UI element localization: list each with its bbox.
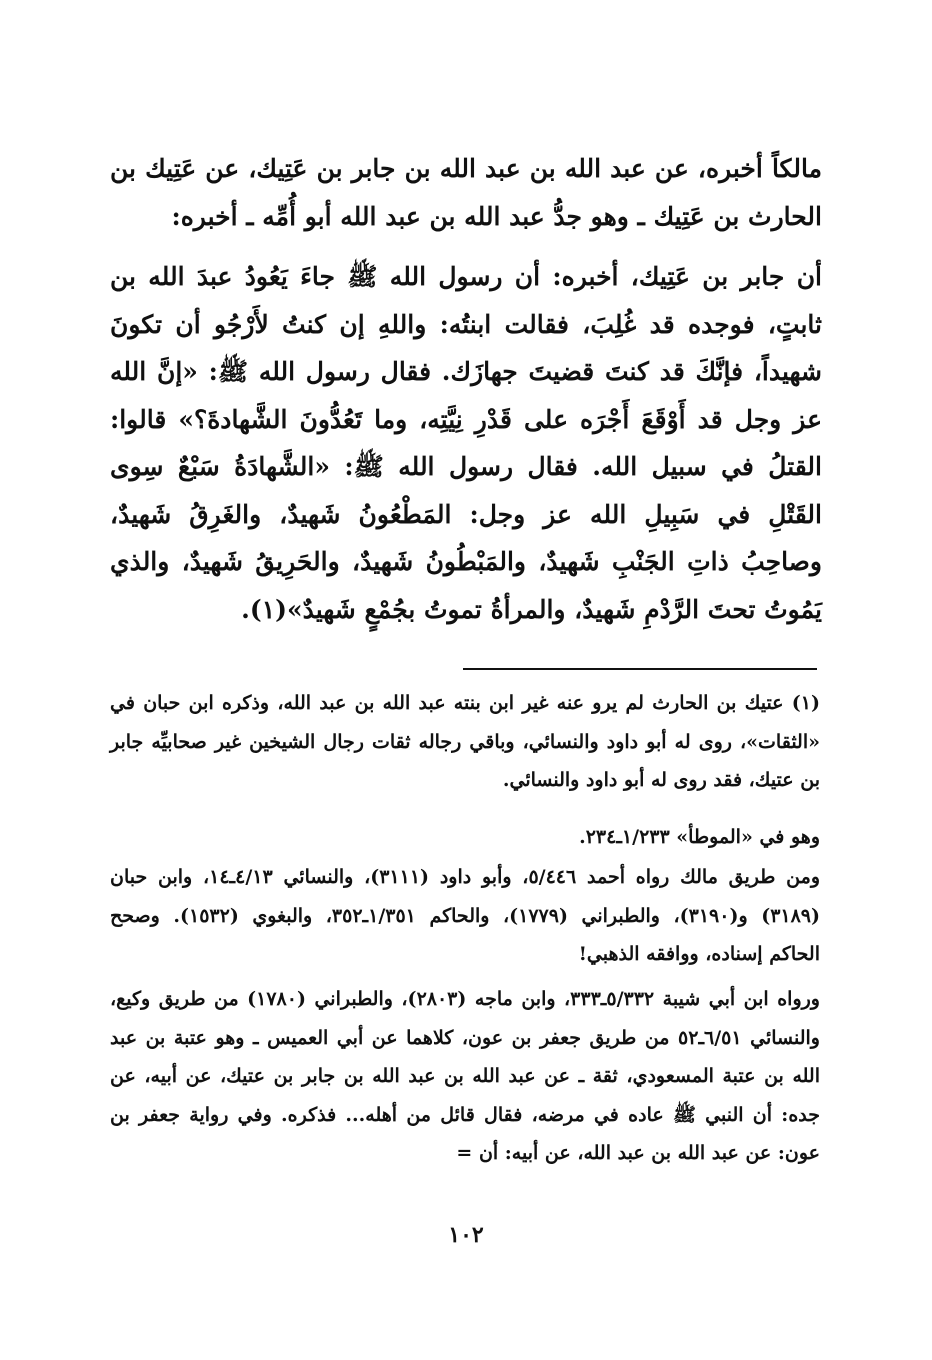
page-number: ١٠٢ (448, 1222, 484, 1248)
main-paragraph-isnad: مالكاً أخبره، عن عبد الله بن عبد الله بن جابر بن عَتِيك، عن عَتِيك بن الحارث بن عَتِيك ـ وهو جدُّ عبد الله بن عبد الله أبو أُمِّه ـ أخبره: (110, 154, 822, 231)
footnote-1: (١) عتيك بن الحارث لم يرو عنه غير ابن بنته عبد الله بن عبد الله، وذكره ابن حبان في «الثقات»، روى له أبو داود والنسائي، وباقي رجاله ثقات رجال الشيخين غير صحابيِّه جابر بن عتيك، فقد روى له أبو داود والنسائي. (110, 692, 820, 791)
footnote-other-routes: ورواه ابن أبي شيبة ٥/٣٣٢ـ٣٣٣، وابن ماجه (٢٨٠٣)، والطبراني (١٧٨٠) من طريق وكيع، والنسائي ٦/٥١ـ٥٢ من طريق جعفر بن عون، كلاهما عن أبي العميس ـ وهو عتبة بن عبد الله بن عتبة المسعودي، ثقة ـ عن عبد الله بن عبد الله بن جابر بن عتيك، عن أبيه، عن جده: أن النبي ﷺ عاده في مرضه، فقال قائل من أهله... فذكره. وفي رواية جعفر بن عون: عن عبد الله بن عبد الله، عن أبيه: أن = (110, 988, 820, 1164)
main-paragraph-hadith: أن جابر بن عَتِيك، أخبره: أن رسول الله ﷺ جاءَ يَعُودُ عبدَ الله بن ثابتٍ، فوجده قد غُلِبَ، فقالت ابنتُه: واللهِ إن كنتُ لأَرْجُو أن تكونَ شهيداً، فإنَّكَ قد كنتَ قضيتَ جهازَك. فقال رسول الله ﷺ: «إنَّ الله عز وجل قد أَوْقَعَ أَجْرَه على قَدْرِ نِيَّتِه، وما تَعُدُّونَ الشَّهادةَ؟» قالوا: القتلُ في سبيل الله. فقال رسول الله ﷺ: «الشَّهادَةُ سَبْعٌ سِوى القَتْلِ في سَبِيلِ الله عز وجل: المَطْعُونُ شَهيدٌ، والغَرِقُ شَهيدٌ، وصاحِبُ ذاتِ الجَنْبِ شَهيدٌ، والمَبْطُونُ شَهيدٌ، والحَرِيقُ شَهيدٌ، والذي يَمُوتُ تحتَ الرَّدْمِ شَهيدٌ، والمرأةُ تموتُ بجُمْعٍ شَهيدٌ»(١). (110, 262, 822, 624)
footnote-muwatta-reference: وهو في «الموطأ» ١/٢٣٣ـ٢٣٤. (579, 826, 820, 848)
footnote-separator (463, 668, 817, 670)
footnote-malik-route: ومن طريق مالك رواه أحمد ٥/٤٤٦، وأبو داود (٣١١١)، والنسائي ٤/١٣ـ١٤، وابن حبان (٣١٨٩) و(٣١٩٠)، والطبراني (١٧٧٩)، والحاكم ١/٣٥١ـ٣٥٢، والبغوي (١٥٣٢). وصحح الحاكم إسناده، ووافقه الذهبي! (110, 866, 821, 965)
